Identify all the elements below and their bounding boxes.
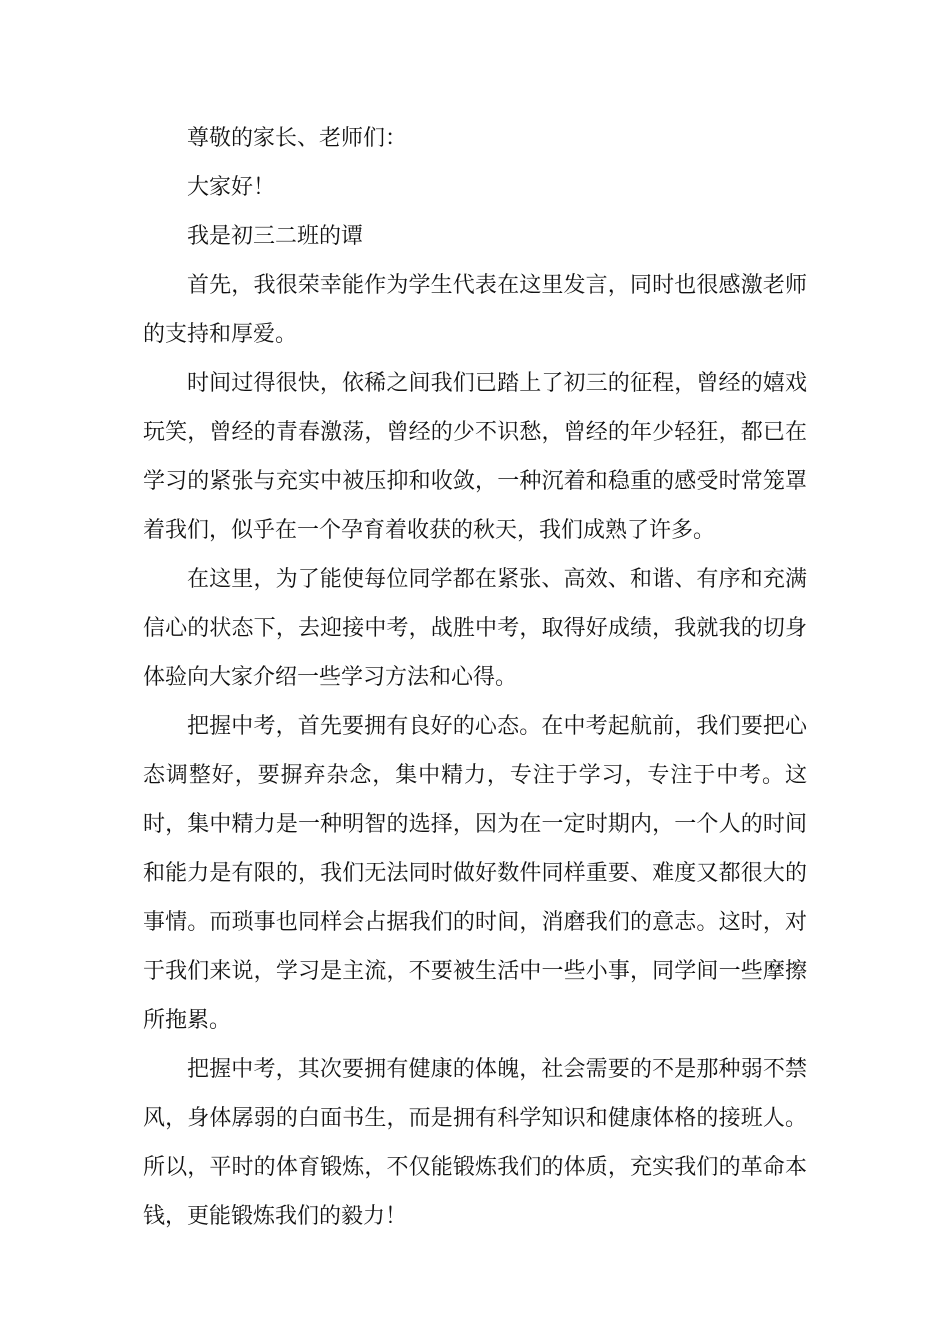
salutation: 尊敬的家长、老师们： [187, 126, 408, 151]
paragraph-time: 时间过得很快，依稀之间我们已踏上了初三的征程，曾经的嬉戏玩笑，曾经的青春激荡，曾经的少不识愁，曾经的年少轻狂，都已在学习的紧张与充实中被压抑和收敛，一种沉着和稳重的感受时常笼罩着我们，似乎在一个孕育着收获的秋天，我们成熟了许多。 [143, 371, 807, 543]
self-introduction: 我是初三二班的谭 [187, 224, 364, 249]
paragraph-health: 把握中考，其次要拥有健康的体魄，社会需要的不是那种弱不禁风，身体孱弱的白面书生，而是拥有科学知识和健康体格的接班人。所以，平时的体育锻炼，不仅能锻炼我们的体质，充实我们的革命本钱，更能锻炼我们的毅力！ [143, 1057, 807, 1229]
paragraph-mindset: 把握中考，首先要拥有良好的心态。在中考起航前，我们要把心态调整好，要摒弃杂念，集中精力，专注于学习，专注于中考。这时，集中精力是一种明智的选择，因为在一定时期内，一个人的时间和能力是有限的，我们无法同时做好数件同样重要、难度又都很大的事情。而琐事也同样会占据我们的时间，消磨我们的意志。这时，对于我们来说，学习是主流，不要被生活中一些小事，同学间一些摩擦所拖累。 [143, 714, 807, 1033]
paragraph-opening: 首先，我很荣幸能作为学生代表在这里发言，同时也很感激老师的支持和厚爱。 [143, 273, 807, 347]
speech-body [143, 114, 807, 1241]
paragraph-purpose: 在这里，为了能使每位同学都在紧张、高效、和谐、有序和充满信心的状态下，去迎接中考，战胜中考，取得好成绩，我就我的切身体验向大家介绍一些学习方法和心得。 [143, 567, 807, 690]
greeting: 大家好！ [187, 175, 276, 200]
